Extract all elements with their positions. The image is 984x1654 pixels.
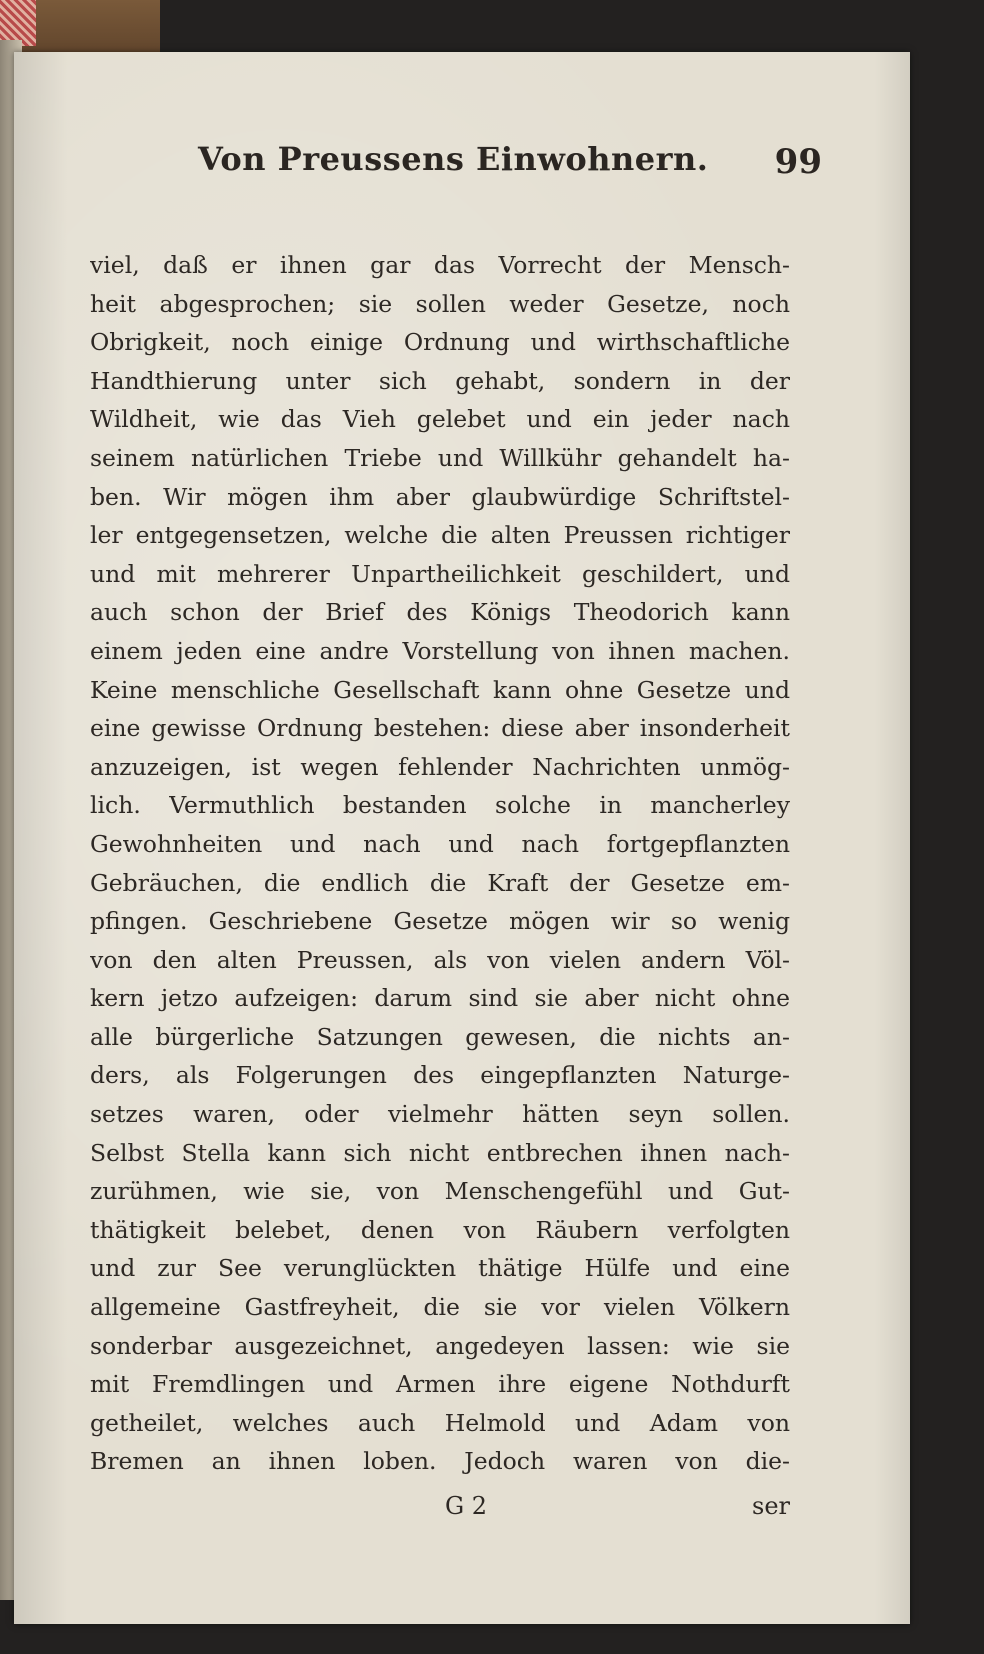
body-text: [90, 246, 790, 1481]
text-line: pfingen. Geschriebene Gesetze mögen wir so wenig: [90, 907, 790, 936]
text-line: viel, daß er ihnen gar das Vorrecht der Mensch-: [90, 251, 790, 279]
text-line: Gebräuchen, die endlich die Kraft der Gesetze em-: [90, 868, 790, 897]
page-header: [182, 132, 822, 192]
text-line: Obrigkeit, noch einige Ordnung und wirthschaftliche: [90, 328, 790, 357]
text-line: eine gewisse Ordnung bestehen: diese aber insonderheit: [90, 714, 790, 743]
text-line: Gewohnheiten und nach und nach fortgepflanzten: [90, 829, 790, 858]
text-line: seinem natürlichen Triebe und Willkühr gehandelt ha-: [90, 443, 790, 472]
text-line: einem jeden eine andre Vorstellung von ihnen machen.: [90, 636, 790, 665]
text-line: allgemeine Gastfreyheit, die sie vor vielen Völkern: [90, 1293, 790, 1322]
text-line: auch schon der Brief des Königs Theodorich kann: [90, 598, 790, 627]
book-page: [14, 52, 910, 1624]
page-number: 99: [774, 142, 822, 182]
text-line: Handthierung unter sich gehabt, sondern in der: [90, 366, 790, 395]
text-line: getheilet, welches auch Helmold und Adam von: [90, 1408, 790, 1437]
text-line: zurühmen, wie sie, von Menschengefühl und Gut-: [90, 1177, 790, 1206]
text-line: sonderbar ausgezeichnet, angedeyen lassen: wie sie: [90, 1331, 790, 1360]
text-line: heit abgesprochen; sie sollen weder Gesetze, noch: [90, 289, 790, 318]
text-line: und mit mehrerer Unpartheilichkeit geschildert, und: [90, 559, 790, 588]
text-line: Keine menschliche Gesellschaft kann ohne Gesetze und: [90, 675, 790, 704]
text-line: mit Fremdlingen und Armen ihre eigene Nothdurft: [90, 1370, 790, 1399]
text-line: alle bürgerliche Satzungen gewesen, die nichts an-: [90, 1022, 790, 1051]
running-title: Von Preussens Einwohnern.: [198, 140, 709, 178]
text-line: von den alten Preussen, als von vielen andern Völ-: [90, 945, 790, 974]
text-line: Wildheit, wie das Vieh gelebet und ein jeder nach: [90, 405, 790, 434]
text-line: lich. Vermuthlich bestanden solche in mancherley: [90, 791, 790, 820]
text-line: und zur See verunglückten thätige Hülfe und eine: [90, 1254, 790, 1283]
text-line: setzes waren, oder vielmehr hätten seyn sollen.: [90, 1100, 790, 1129]
catchword: ser: [752, 1492, 790, 1520]
text-line: kern jetzo aufzeigen: darum sind sie aber nicht ohne: [90, 984, 790, 1013]
text-line: thätigkeit belebet, denen von Räubern verfolgten: [90, 1215, 790, 1244]
text-line: anzuzeigen, ist wegen fehlender Nachrichten unmög-: [90, 752, 790, 781]
text-line: Bremen an ihnen loben. Jedoch waren von die-: [90, 1447, 790, 1476]
text-line: ler entgegensetzen, welche die alten Preussen richtiger: [90, 521, 790, 550]
text-line: ben. Wir mögen ihm aber glaubwürdige Schriftstel-: [90, 482, 790, 511]
text-line: ders, als Folgerungen des eingepflanzten Naturge-: [90, 1061, 790, 1090]
page-footer: [90, 1492, 790, 1532]
text-line: Selbst Stella kann sich nicht entbrechen ihnen nach-: [90, 1138, 790, 1167]
signature-mark: G 2: [445, 1492, 488, 1520]
